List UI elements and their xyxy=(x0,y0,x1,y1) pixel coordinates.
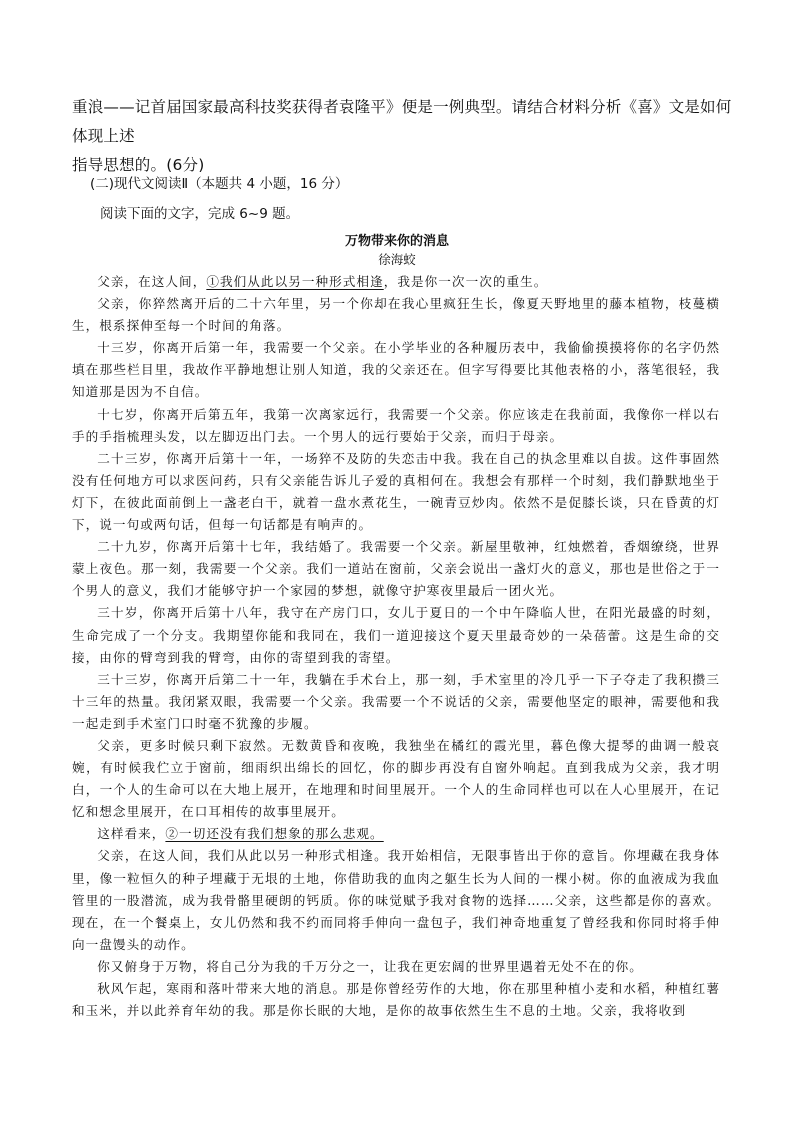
paragraph-text: 秋风乍起，寒雨和落叶带来大地的消息。那是你曾经劳作的大地，你在那里种植小麦和水稻，种植红薯和玉米，并以此养育年幼的我。那是你长眠的大地，是你的故事依然生生不息的土地。父亲，我将收到 xyxy=(72,981,720,1019)
article-paragraph xyxy=(72,956,720,978)
article-paragraph xyxy=(72,669,720,735)
section-heading: (二)现代文阅读Ⅱ（本题共 4 小题，16 分） xyxy=(90,176,349,192)
article-body xyxy=(72,271,720,1022)
paragraph-text: 三十三岁，你离开后第二十一年，我躺在手术台上，那一刻，手术室里的冷几乎一下子夺走了我积攒三十三年的热量。我闭紧双眼，我需要一个父亲。我需要一个不说话的父亲，需要他坚定的眼神，需要他和我一起走到手术室门口时毫不犹豫的步履。 xyxy=(72,671,720,731)
article-paragraph xyxy=(72,536,720,602)
paragraph-text: 父亲，更多时候只剩下寂然。无数黄昏和夜晚，我独坐在橘红的霞光里，暮色像大提琴的曲调一般哀婉，有时候我伫立于窗前，细雨织出绵长的回忆，你的脚步再没有自窗外响起。直到我成为父亲，我才明白，一个人的生命可以在大地上展开，在地理和时间里展开。一个人的生命同样也可以在人心里展开，在记忆和想念里展开，在口耳相传的故事里展开。 xyxy=(72,737,720,820)
paragraph-text: 十七岁，你离开后第五年，我第一次离家远行，我需要一个父亲。你应该走在我前面，我像你一样以右手的手指梳理头发，以左脚迈出门去。一个男人的远行要始于父亲，而归于母亲。 xyxy=(72,406,720,444)
paragraph-text: 十三岁，你离开后第一年，我需要一个父亲。在小学毕业的各种履历表中，我偷偷摸摸将你的名字仍然填在那些栏目里，我故作平静地想让别人知道，我的父亲还在。但字写得要比其他表格的小，落笔很轻，我知道那是因为不自信。 xyxy=(72,340,720,400)
paragraph-text: 父亲，你猝然离开后的二十六年里，另一个你却在我心里疯狂生长，像夏天野地里的藤本植物，枝蔓横生，根系探伸至每一个时间的角落。 xyxy=(72,296,720,334)
paragraph-text-tail: ，我是你一次一次的重生。 xyxy=(383,274,548,289)
paragraph-text: 你又俯身于万物，将自己分为我的千万分之一，让我在更宏阔的世界里遇着无处不在的你。 xyxy=(97,958,643,974)
article-paragraph xyxy=(72,337,720,403)
article-paragraph xyxy=(72,271,720,293)
article-title: 万物带来你的消息 xyxy=(344,234,449,249)
paragraph-text: 这样看来， xyxy=(97,826,166,842)
article-author: 徐海蛟 xyxy=(378,252,416,267)
paragraph-text: 三十岁，你离开后第十八年，我守在产房门口，女儿于夏日的一个中午降临人世，在阳光最盛的时刻，生命完成了一个分支。我期望你能和我同在，我们一道迎接这个夏天里最奇妙的一朵蓓蕾。这是生命的交接，由你的臂弯到我的臂弯，由你的寄望到我的寄望。 xyxy=(72,605,720,665)
article-paragraph xyxy=(72,293,720,337)
paragraph-text: 父亲，在这人间，我们从此以另一种形式相逢。我开始相信，无限事皆出于你的意旨。你埋藏在我身体里，像一粒恒久的种子埋藏于无垠的土地，你借助我的血肉之躯生长为人间的一棵小树。你的血液成为我血管里的一股潜流，成为我骨骼里硬朗的钙质。你的味觉赋予我对食物的选择……父亲，这些都是你的喜欢。现在，在一个餐桌上，女儿仍然和我不约而同将手伸向一盘包子，我们神奇地重复了曾经我和你同时将手伸向一盘馒头的动作。 xyxy=(72,848,720,952)
article-paragraph xyxy=(72,448,720,536)
article-paragraph xyxy=(72,602,720,668)
intro-line-1: 重浪——记首届国家最高科技奖获得者袁隆平》便是一例典型。请结合材料分析《喜》文是如何体现上述 xyxy=(72,98,732,145)
article-paragraph xyxy=(72,845,720,955)
article-paragraph xyxy=(72,404,720,448)
underlined-sentence: ①我们从此以另一种形式相逢 xyxy=(206,274,384,289)
underlined-sentence: ②一切还没有我们想象的那么悲观。 xyxy=(165,826,384,842)
intro-line-2: 指导思想的。(6分) xyxy=(72,156,205,174)
article-paragraph xyxy=(72,735,720,823)
article-paragraph xyxy=(72,978,720,1022)
reading-instruction: 阅读下面的文字，完成 6~9 题。 xyxy=(100,206,300,222)
question-intro xyxy=(72,93,732,180)
paragraph-text: 二十三岁，你离开后第十一年，一场猝不及防的失恋击中我。我在自己的执念里难以自拔。这件事固然没有任何地方可以求医问药，只有父亲能告诉儿子爱的真相何在。我想会有那样一个时刻，我们静默地坐于灯下，在彼此面前倒上一盏老白干，就着一盘水煮花生，一碗青豆炒肉。依然不是促膝长谈，只在昏黄的灯下，说一句或两句话，但每一句话都是有响声的。 xyxy=(72,450,720,533)
article-paragraph xyxy=(72,823,720,845)
paragraph-text: 二十九岁，你离开后第十七年，我结婚了。我需要一个父亲。新屋里敬神，红烛燃着，香烟缭绕，世界蒙上夜色。那一刻，我需要一个父亲。我们一道站在窗前，父亲会说出一盏灯火的意义，那也是世俗之于一个男人的意义，我们才能够守护一个家园的梦想，就像守护寒夜里最后一团火光。 xyxy=(72,539,720,599)
paragraph-text: 父亲，在这人间， xyxy=(97,274,207,289)
